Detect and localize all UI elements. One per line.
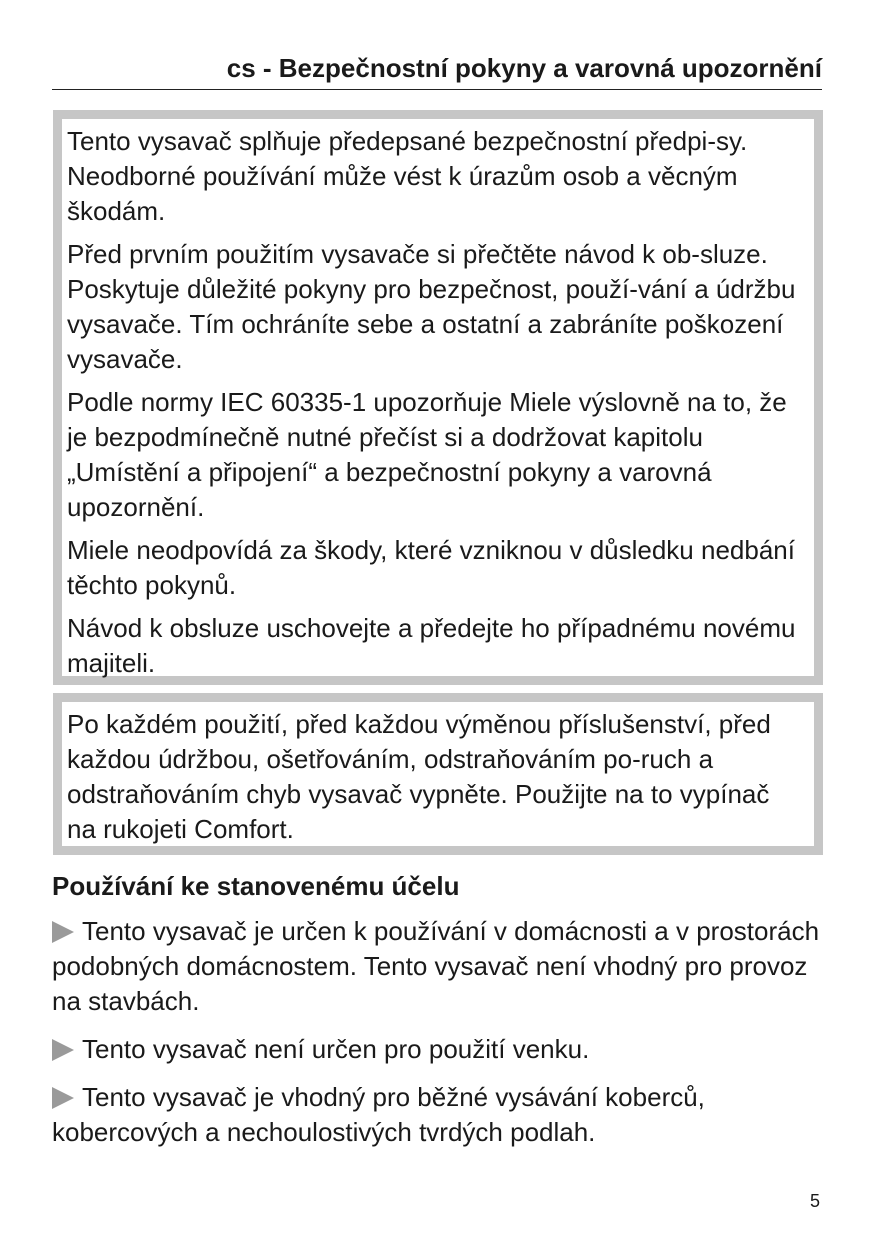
bullet-text: Tento vysavač je určen k používání v domácnosti a v prostorách podobných domácnostem. Tento vysavač není vhodný pro provoz na stavbách. (52, 916, 820, 1016)
switch-off-paragraph: Po každém použití, před každou výměnou příslušenství, před každou údržbou, ošetřováním, odstraňováním po-ruch a odstraňováním chyb vysavač vypněte. Použijte na to vypínač na rukojeti Comfort. (67, 709, 771, 844)
usage-bullet-list (52, 914, 827, 1163)
notice-paragraph-4: Miele neodpovídá za škody, které vzniknou v důsledku nedbání těchto pokynů. (67, 535, 795, 600)
bullet-item (52, 914, 827, 1019)
triangle-bullet-icon (52, 921, 74, 943)
bullet-item (52, 1032, 827, 1067)
section-title: Používání ke stanovenému účelu (52, 871, 460, 901)
header-title: cs - Bezpečnostní pokyny a varovná upozornění (226, 53, 822, 83)
bullet-text: Tento vysavač je vhodný pro běžné vysávání koberců, kobercových a nechoulostivých tvrdých podlah. (52, 1082, 705, 1147)
switch-off-notice-box (53, 693, 823, 855)
notice-paragraph-3: Podle normy IEC 60335-1 upozorňuje Miele výslovně na to, že je bezpodmínečně nutné přečíst si a dodržovat kapitolu „Umístění a připojení“ a bezpečnostní pokyny a varovná upozornění. (67, 387, 787, 522)
triangle-bullet-icon (52, 1039, 74, 1061)
bullet-item (52, 1080, 827, 1150)
triangle-bullet-icon (52, 1087, 74, 1109)
bullet-text: Tento vysavač není určen pro použití venku. (82, 1034, 590, 1064)
notice-paragraph-2: Před prvním použitím vysavače si přečtěte návod k ob-sluze. Poskytuje důležité pokyny pro bezpečnost, použí-vání a údržbu vysavače. Tím ochráníte sebe a ostatní a zabráníte poškození vysavače. (67, 239, 796, 374)
page-number: 5 (809, 1191, 820, 1211)
notice-paragraph-1: Tento vysavač splňuje předepsané bezpečnostní předpi-sy. Neodborné používání může vést k úrazům osob a věcným škodám. (67, 126, 748, 226)
page-header (52, 50, 822, 90)
notice-paragraph-5: Návod k obsluze uschovejte a předejte ho případnému novému majiteli. (67, 613, 796, 678)
safety-notice-box (53, 110, 823, 685)
